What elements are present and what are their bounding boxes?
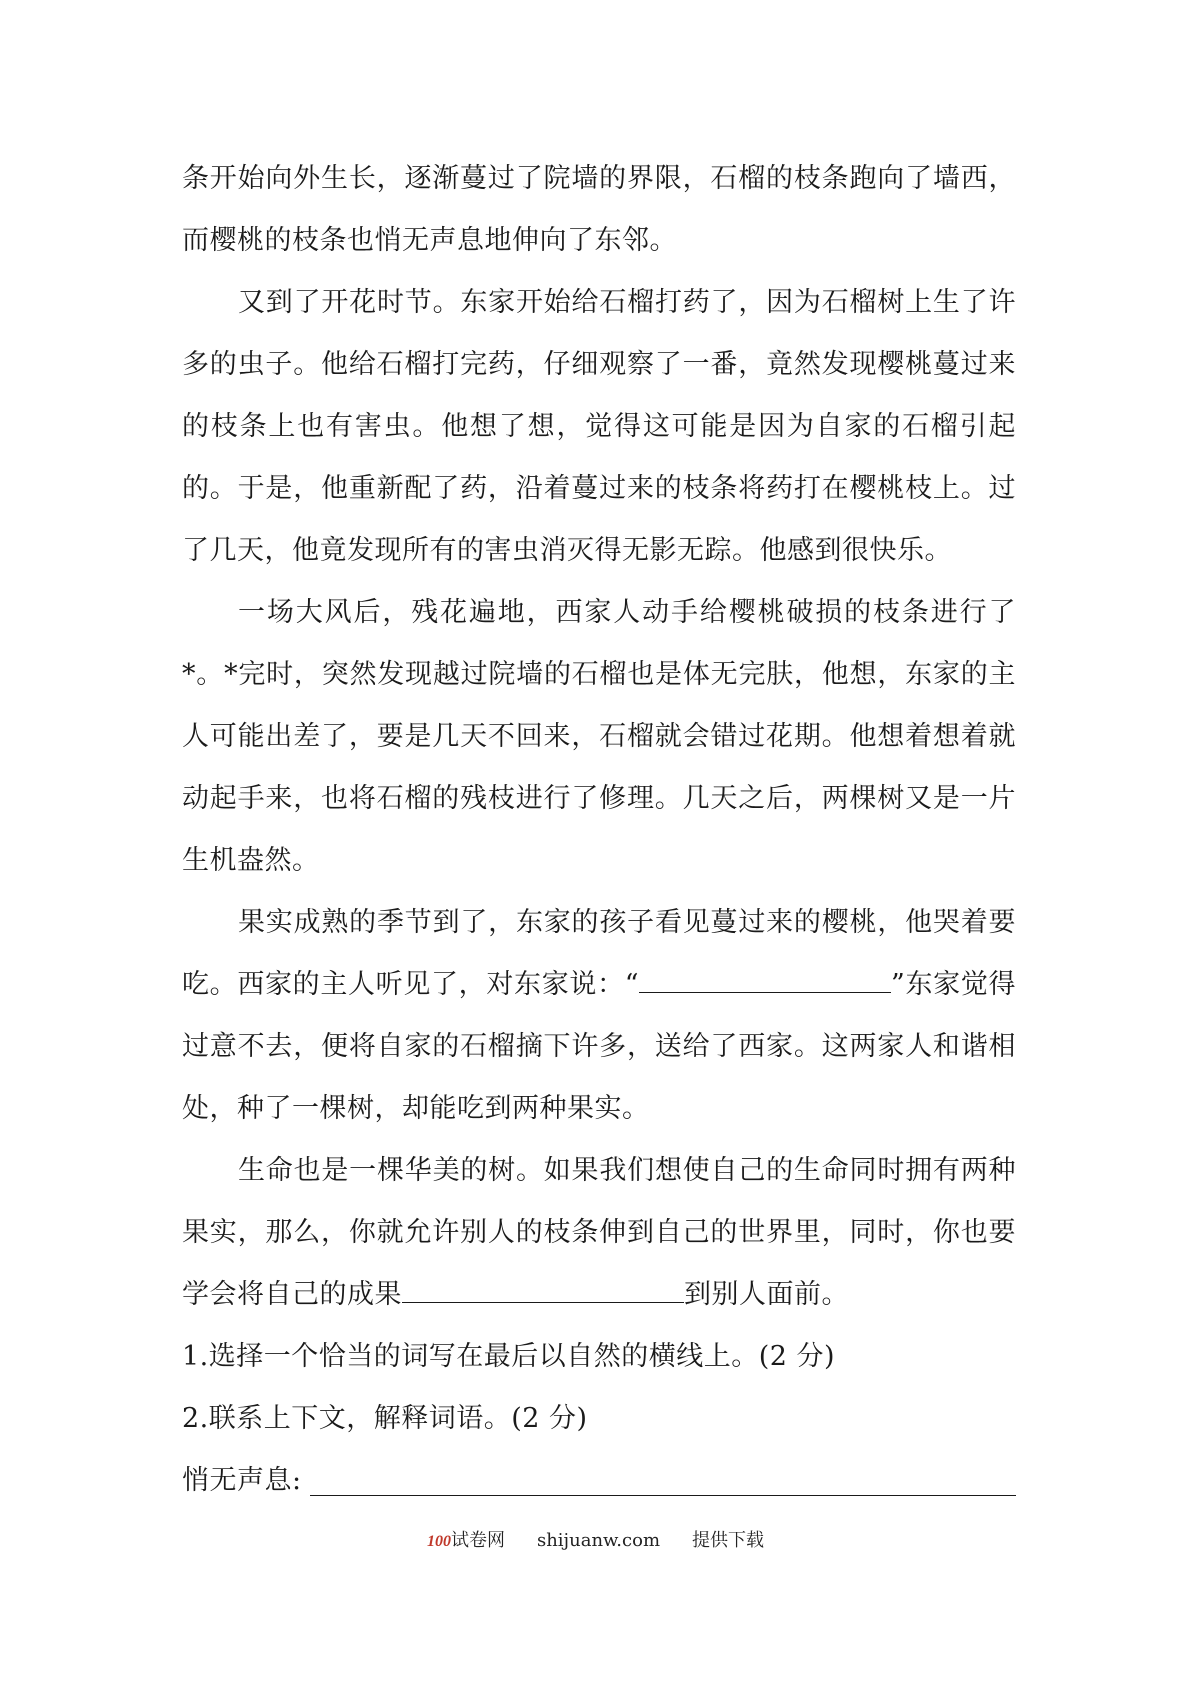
paragraph-1: 条开始向外生长，逐渐蔓过了院墙的界限，石榴的枝条跑向了墙西，而樱桃的枝条也悄无声息地伸向了东邻。 (182, 163, 1016, 256)
paragraph-5-before: 生命也是一棵华美的树。如果我们想使自己的生命同时拥有两种果实，那么，你就允许别人的枝条伸到自己的世界里，同时，你也要学会将自己的成果 (182, 1155, 1016, 1310)
site-logo: 100 (426, 1533, 451, 1550)
answer-label: 悄无声息: (182, 1465, 302, 1496)
site-name: 试卷网 (450, 1530, 505, 1551)
question-1: 1.选择一个恰当的词写在最后以自然的横线上。(2 分) (182, 1341, 836, 1372)
paragraph-3: 一场大风后，残花遍地，西家人动手给樱桃破损的枝条进行了*。*完时，突然发现越过院墙的石榴也是体无完肤，他想，东家的主人可能出差了，要是几天不回来，石榴就会错过花期。他想着想着就动起手来，也将石榴的残枝进行了修理。几天之后，两棵树又是一片生机盎然。 (182, 597, 1016, 876)
paragraph-4 (182, 892, 1016, 1140)
site-domain: shijuanw.com (536, 1530, 661, 1551)
download-note: 提供下载 (692, 1530, 765, 1551)
page-footer (0, 1526, 1191, 1552)
answer-line[interactable] (310, 1455, 1016, 1496)
paragraph-5 (182, 1140, 1016, 1326)
paragraph-2: 又到了开花时节。东家开始给石榴打药了，因为石榴树上生了许多的虫子。他给石榴打完药，仔细观察了一番，竟然发现樱桃蔓过来的枝条上也有害虫。他想了想，觉得这可能是因为自家的石榴引起的。于是，他重新配了药，沿着蔓过来的枝条将药打在樱桃枝上。过了几天，他竟发现所有的害虫消灭得无影无踪。他感到很快乐。 (182, 287, 1016, 566)
paragraph-5-after: 到别人面前。 (684, 1279, 849, 1310)
paragraph-4-before: 果实成熟的季节到了，东家的孩子看见蔓过来的樱桃，他哭着要吃。西家的主人听见了，对东家说：“ (182, 907, 1016, 1000)
answer-row (182, 1450, 1016, 1512)
result-blank[interactable] (402, 1280, 684, 1303)
passage (182, 148, 1016, 1512)
question-2: 2.联系上下文，解释词语。(2 分) (182, 1403, 588, 1434)
quote-blank[interactable] (639, 970, 891, 993)
paragraph-4-after: ”东家觉得过意不去，便将自家的石榴摘下许多，送给了西家。这两家人和谐相处，种了一棵树，却能吃到两种果实。 (182, 969, 1016, 1124)
